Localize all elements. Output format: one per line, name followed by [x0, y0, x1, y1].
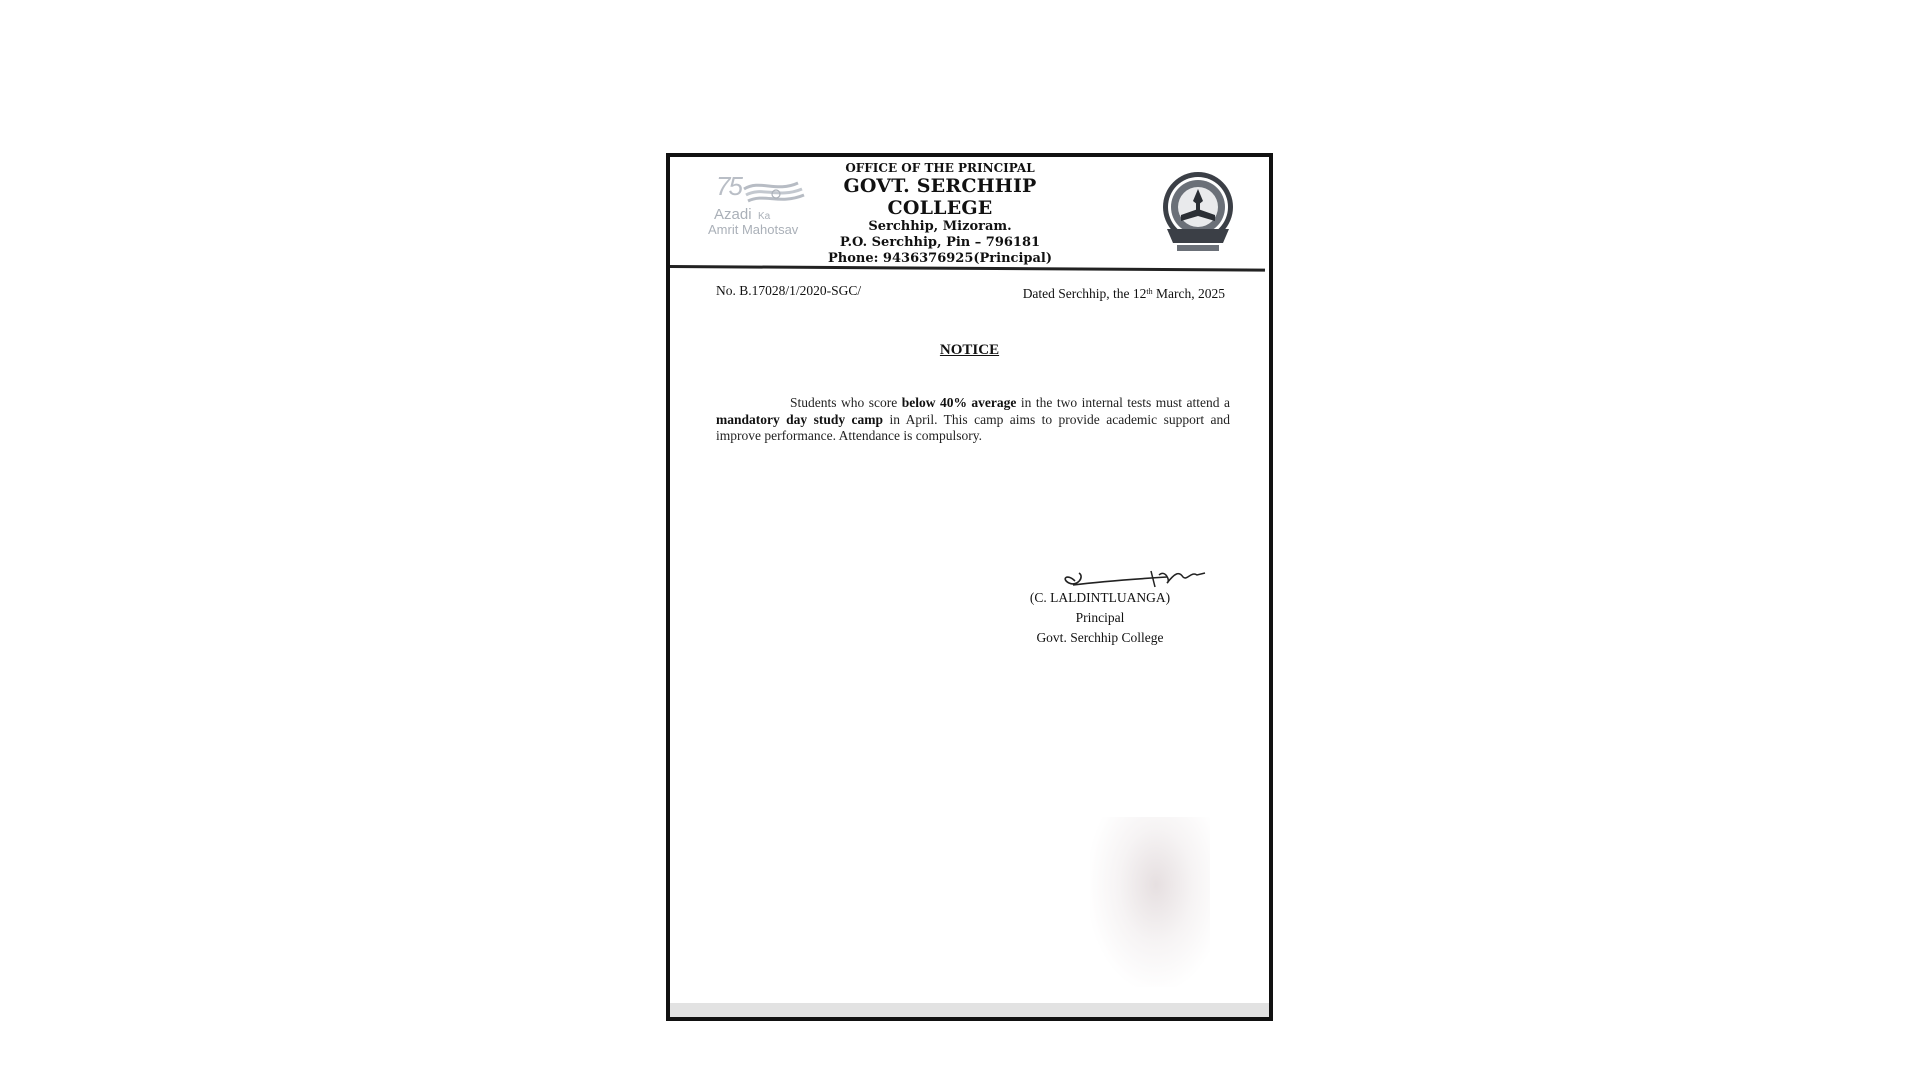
- azadi-logo-number: 75: [716, 171, 741, 201]
- letterhead-divider: [670, 265, 1265, 272]
- notice-date-sup: th: [1146, 287, 1153, 296]
- signatory-name: (C. LALDINTLUANGA): [1029, 590, 1171, 605]
- notice-date-suffix: March, 2025: [1152, 286, 1225, 301]
- letterhead-address-block: [790, 161, 1090, 267]
- notice-document: [666, 153, 1273, 1021]
- notice-title: NOTICE: [939, 342, 1000, 358]
- signatory-designation: Principal: [1075, 610, 1125, 625]
- college-name: GOVT. SERCHHIP COLLEGE: [843, 175, 1037, 219]
- notice-body-text-3: in April. This camp aims to provide academic support and improve performance. Attendance is compulsory.: [716, 411, 1230, 443]
- notice-body-bold-2: mandatory day study camp: [716, 411, 884, 427]
- signatory-institution: Govt. Serchhip College: [1036, 630, 1164, 645]
- college-seal-icon: [1159, 171, 1237, 253]
- azadi-logo-subtext: Amrit Mahotsav: [708, 222, 799, 237]
- notice-body-text-1: Students who score: [790, 395, 902, 410]
- office-title: OFFICE OF THE PRINCIPAL: [845, 161, 1035, 175]
- notice-body-text-2: in the two internal tests must attend a: [1016, 395, 1230, 410]
- notice-date-prefix: Dated Serchhip, the 12: [1022, 286, 1147, 301]
- signatory-block: [1020, 588, 1180, 648]
- notice-body: [716, 395, 1230, 445]
- notice-body-bold-1: below 40% average: [901, 395, 1017, 410]
- college-postal-address: P.O. Serchhip, Pin – 796181: [839, 235, 1041, 250]
- azadi-logo-text: Azadi: [714, 206, 752, 223]
- scan-bottom-band: [670, 1003, 1269, 1017]
- azadi-logo-ka: Ka: [758, 211, 771, 222]
- scan-smudge: [1090, 817, 1210, 987]
- letterhead: [670, 157, 1269, 275]
- reference-number: No. B.17028/1/2020-SGC/: [716, 283, 862, 298]
- college-town: Serchhip, Mizoram.: [868, 219, 1012, 234]
- notice-date: [1023, 286, 1225, 302]
- college-phone: Phone: 9436376925(Principal): [827, 251, 1053, 266]
